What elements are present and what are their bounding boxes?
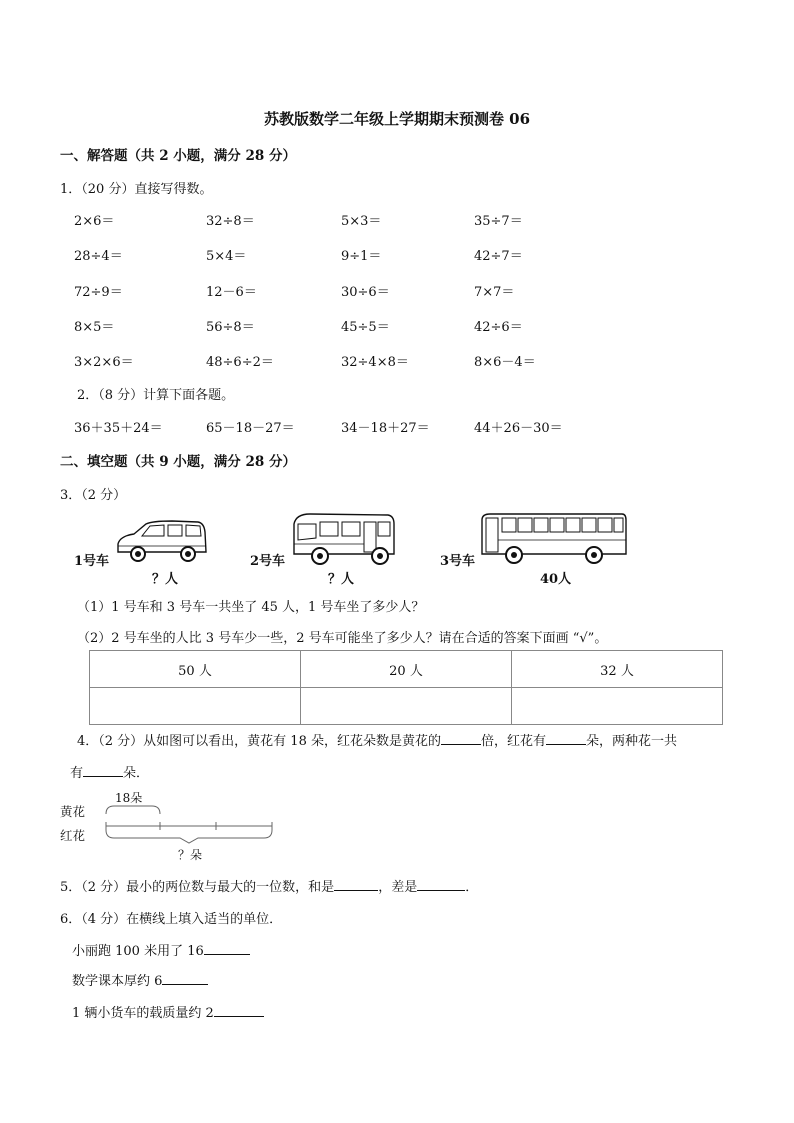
q5-blank-diff[interactable] [417, 878, 465, 891]
q4-line1 [77, 730, 677, 749]
q6-label: 6．（4 分）在横线上填入适当的单位． [60, 912, 283, 927]
q1-item: 42÷7＝ [474, 249, 523, 264]
q1-item: 30÷6＝ [341, 285, 390, 300]
option-32: 32 人 [512, 651, 723, 688]
answer-cell-50[interactable] [90, 688, 301, 725]
q6-blank-3[interactable] [214, 1004, 264, 1017]
q5-text-a: 5．（2 分）最小的两位数与最大的一位数，和是 [60, 880, 335, 895]
q1-item: 72÷9＝ [74, 285, 123, 300]
q1-item: 7×7＝ [474, 285, 515, 300]
vehicle2-name: 2号车 [250, 554, 286, 569]
q1-item: 35÷7＝ [474, 214, 523, 229]
q6-item-2-text: 数学课本厚约 6 [72, 974, 163, 989]
answer-cell-20[interactable] [301, 688, 512, 725]
q4-text-e: 朵． [123, 766, 150, 781]
q6-item-1 [72, 940, 250, 959]
answer-cell-32[interactable] [512, 688, 723, 725]
q1-label: 1．（20 分）直接写得数。 [60, 182, 213, 197]
vehicle2-count: ？人 [328, 572, 355, 587]
diagram-yellow-label: 黄花 [60, 804, 86, 819]
vehicle3-name: 3号车 [440, 554, 476, 569]
q5-blank-sum[interactable] [334, 878, 378, 891]
q4-text-b: 倍，红花有 [480, 734, 546, 749]
diagram-red-label: 红花 [60, 828, 86, 843]
q3-label: 3．（2 分） [60, 488, 127, 503]
section2-heading: 二、填空题（共 9 小题，满分 28 分） [60, 454, 296, 470]
q2-item: 36＋35＋24＝ [74, 421, 163, 436]
q2-label: 2．（8 分）计算下面各题。 [77, 388, 235, 403]
diagram-top-label: 18朵 [115, 791, 143, 805]
q1-item: 12－6＝ [206, 285, 257, 300]
q1-item: 42÷6＝ [474, 320, 523, 335]
q1-item: 8×5＝ [74, 320, 115, 335]
minivan-image [112, 518, 212, 568]
q6-item-3 [72, 1002, 264, 1021]
q2-item: 44＋26－30＝ [474, 421, 563, 436]
q3-sub1: （1）1 号车和 3 号车一共坐了 45 人，1 号车坐了多少人？ [77, 600, 425, 615]
vehicle1-name: 1号车 [74, 554, 110, 569]
q4-text-c: 朵，两种花一共 [586, 734, 678, 749]
line-segment-diagram [100, 800, 280, 844]
section1-heading: 一、解答题（共 2 小题，满分 28 分） [60, 148, 296, 164]
q1-item: 5×3＝ [341, 214, 382, 229]
q5-text-c: ． [465, 880, 479, 895]
q4-line2 [70, 762, 149, 781]
diagram-bottom-label: ？朵 [178, 848, 203, 862]
minibus-image [290, 510, 400, 568]
q6-item-2 [72, 970, 208, 989]
q6-item-3-text: 1 辆小货车的载质量约 2 [72, 1006, 214, 1021]
vehicle1-count: ？人 [152, 572, 179, 587]
q6-blank-1[interactable] [204, 942, 250, 955]
q4-text-a: 4．（2 分）从如图可以看出，黄花有 18 朵，红花朵数是黄花的 [77, 734, 441, 749]
q1-item: 32÷4×8＝ [341, 355, 409, 370]
q6-blank-2[interactable] [162, 972, 208, 985]
q2-item: 65－18－27＝ [206, 421, 295, 436]
q4-text-d: 有 [70, 766, 84, 781]
q1-item: 48÷6÷2＝ [206, 355, 274, 370]
option-50: 50 人 [90, 651, 301, 688]
q1-item: 32÷8＝ [206, 214, 255, 229]
q1-item: 28÷4＝ [74, 249, 123, 264]
q4-blank-red[interactable] [546, 732, 586, 745]
q3-answer-table [89, 650, 723, 725]
bus-image [478, 510, 630, 566]
q6-item-1-text: 小丽跑 100 米用了 16 [72, 944, 204, 959]
q1-item: 56÷8＝ [206, 320, 255, 335]
q3-sub2: （2）2 号车坐的人比 3 号车少一些，2 号车可能坐了多少人？请在合适的答案下面画 “√”。 [77, 631, 608, 646]
q1-item: 3×2×6＝ [74, 355, 134, 370]
q4-blank-total[interactable] [83, 764, 123, 777]
q1-item: 9÷1＝ [341, 249, 382, 264]
q1-item: 8×6－4＝ [474, 355, 536, 370]
page-title: 苏教版数学二年级上学期期末预测卷 06 [263, 110, 531, 128]
vehicle3-count: 40人 [540, 572, 572, 587]
q4-blank-times[interactable] [441, 732, 481, 745]
q5-line [60, 876, 478, 895]
q1-item: 45÷5＝ [341, 320, 390, 335]
q5-text-b: ，差是 [378, 880, 418, 895]
q1-item: 2×6＝ [74, 214, 115, 229]
q1-item: 5×4＝ [206, 249, 247, 264]
q2-item: 34－18＋27＝ [341, 421, 430, 436]
option-20: 20 人 [301, 651, 512, 688]
